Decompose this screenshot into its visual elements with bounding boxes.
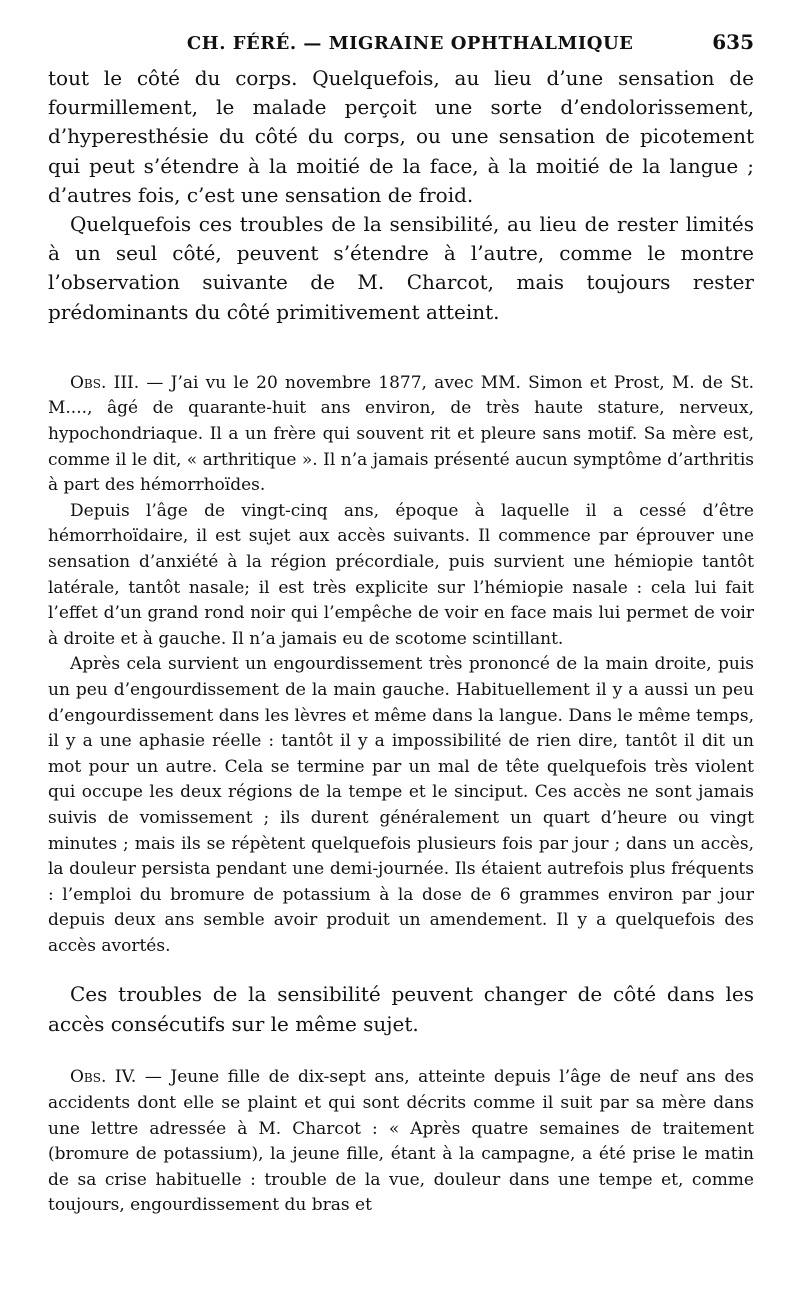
- paragraph-3: Ces troubles de la sensibilité peuvent changer de côté dans les accès consécutifs sur le même sujet.: [48, 982, 754, 1037]
- obs3-label: Obs. III.: [70, 372, 140, 393]
- obs4-paragraph-1: [48, 1065, 754, 1219]
- obs3-paragraph-2: Depuis l’âge de vingt-cinq ans, époque à laquelle il a cessé d’être hémorrhoïdaire, il est sujet aux accès suivants. Il commence par éprouver une sensation d’anxiété à la région précordiale, puis survient une hémiopie tantôt latérale, tantôt nasale; il est très explicite sur l’hémiopie nasale : cela lui fait l’effet d’un grand rond noir qui l’empêche de voir en face mais lui permet de voir à droite et à gauche. Il n’a jamais eu de scotome scintillant.: [48, 500, 754, 649]
- obs4-label: Obs. IV.: [70, 1067, 137, 1088]
- obs4-text-1: — Jeune fille de dix-sept ans, atteinte depuis l’âge de neuf ans des accidents dont elle se plaint et qui sont décrits comme il suit par sa mère dans une lettre adressée à M. Charcot : « Après quatre semaines de traitement (bromure de potassium), la jeune fille, étant à la campagne, a été prise le matin de sa crise habituelle : trouble de la vue, douleur dans une tempe et, comme toujours, engourdissement du bras et: [48, 1067, 754, 1216]
- spacer: [48, 959, 754, 979]
- paragraph-2: Quelquefois ces troubles de la sensibilité, au lieu de rester limités à un seul côté, peuvent s’étendre à l’autre, comme le montre l’observation suivante de M. Charcot, mais toujours rester prédominants du côté primitivement atteint.: [48, 212, 754, 324]
- running-header: [48, 30, 754, 64]
- running-title: CH. FÉRÉ. — MIGRAINE OPHTHALMIQUE: [186, 33, 634, 54]
- spacer: [48, 327, 754, 371]
- spacer: [48, 1039, 754, 1065]
- obs3-paragraph-1: [48, 371, 754, 499]
- paragraph-1: tout le côté du corps. Quelquefois, au lieu d’une sensation de fourmillement, le malade perçoit une sorte d’endolorissement, d’hyperesthésie du côté du corps, ou une sensation de picotement qui peut s’étendre à la moitié de la face, à la moitié de la langue ; d’autres fois, c’est une sensation de froid.: [48, 66, 754, 207]
- book-page: [48, 30, 754, 1219]
- obs3-paragraph-3: Après cela survient un engourdissement très prononcé de la main droite, puis un peu d’engourdissement de la main gauche. Habituellement il y a aussi un peu d’engourdissement dans les lèvres et même dans la langue. Dans le même temps, il y a une aphasie réelle : tantôt il y a impossibilité de rien dire, tantôt il dit un mot pour un autre. Cela se termine par un mal de tête quelquefois très violent qui occupe les deux régions de la tempe et le sinciput. Ces accès ne sont jamais suivis de vomissement ; ils durent généralement un quart d’heure ou vingt minutes ; mais ils se répètent quelquefois plusieurs fois par jour ; dans un accès, la douleur persista pendant une demi-journée. Ils étaient autrefois plus fréquents : l’emploi du bromure de potassium à la dose de 6 grammes environ par jour depuis deux ans semble avoir produit un amendement. Il y a quelquefois des accès avortés.: [48, 654, 754, 956]
- page-number: 635: [712, 30, 754, 54]
- obs3-text-1: — J’ai vu le 20 novembre 1877, avec MM. Simon et Prost, M. de St. M...., âgé de quarante-huit ans environ, de très haute stature, nerveux, hypochondriaque. Il a un frère qui souvent rit et pleure sans motif. Sa mère est, comme il le dit, « arthritique ». Il n’a jamais présenté aucun symptôme d’arthritis à part des hémorrhoïdes.: [48, 372, 754, 496]
